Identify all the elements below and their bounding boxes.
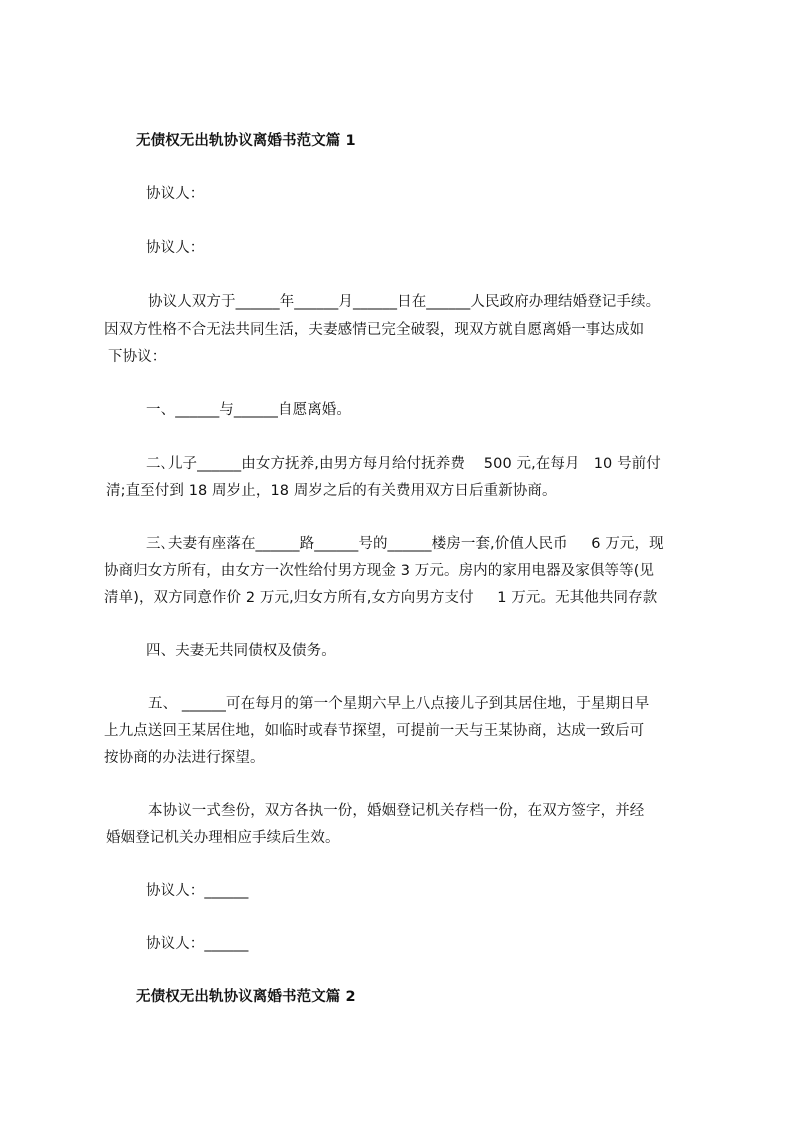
intro-line-2: 因双方性格不合无法共同生活，夫妻感情已完全破裂，现双方就自愿离婚一事达成如 — [104, 322, 645, 338]
intro-line-1: 协议人双方于______年______月______日在______人民政府办理结婚登记手续。 — [148, 294, 661, 310]
clause-1: 一、______与______自愿离婚。 — [146, 402, 351, 418]
clause-5-line-3: 按协商的办法进行探望。 — [104, 750, 265, 766]
clause-3-line-2: 协商归女方所有，由女方一次性给付男方现金 3 万元。房内的家用电器及家俱等等(见 — [104, 563, 655, 579]
clause-4: 四、夫妻无共同债权及债务。 — [146, 643, 336, 659]
clause-5-line-1: 五、 ______可在每月的第一个星期六早上八点接儿子到其居住地，于星期日早 — [148, 696, 650, 712]
closing-line-1: 本协议一式叁份，双方各执一份，婚姻登记机关存档一份，在双方签字，并经 — [148, 803, 645, 819]
clause-3-line-3: 清单)，双方同意作价 2 万元,归女方所有,女方向男方支付 1 万元。无其他共同存款 — [104, 590, 658, 606]
closing-line-2: 婚姻登记机关办理相应手续后生效。 — [106, 830, 340, 846]
intro-line-3: 下协议： — [108, 349, 167, 365]
clause-5-line-2: 上九点送回王某居住地，如临时或春节探望，可提前一天与王某协商，达成一致后可 — [104, 723, 645, 739]
party-a-label: 协议人： — [146, 186, 205, 202]
signature-a: 协议人：______ — [146, 883, 249, 899]
clause-3-line-1: 三､夫妻有座落在______路______号的______楼房一套,价值人民币 6 万元，现 — [146, 536, 664, 552]
clause-2-line-2: 清;直至付到 18 周岁止，18 周岁之后的有关费用双方日后重新协商。 — [106, 483, 557, 499]
party-b-label: 协议人： — [146, 240, 205, 256]
signature-b: 协议人：______ — [146, 936, 249, 952]
clause-2-line-1: 二､儿子______由女方抚养,由男方每月给付抚养费 500 元,在每月 10 号前付 — [146, 456, 661, 472]
section-title-1: 无债权无出轨协议离婚书范文篇 1 — [136, 133, 356, 149]
section-title-2: 无债权无出轨协议离婚书范文篇 2 — [136, 989, 356, 1005]
